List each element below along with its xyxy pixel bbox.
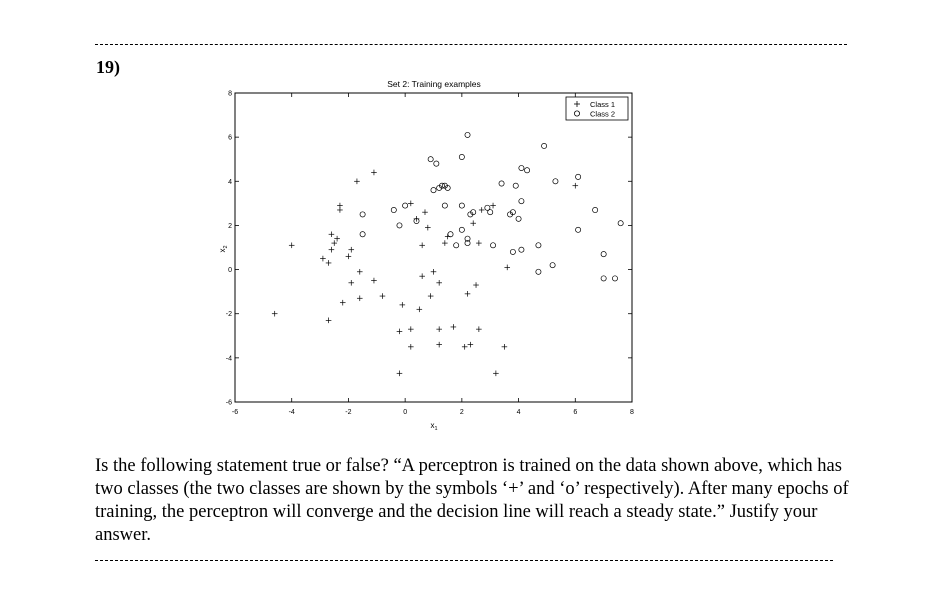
- chart-title: Set 2: Training examples: [387, 79, 481, 89]
- x-axis-label-text: $x_1$: [430, 421, 438, 432]
- circle-point: [541, 143, 546, 148]
- plus-point: [425, 225, 431, 231]
- plus-point: [346, 254, 352, 260]
- plus-point: [397, 371, 403, 377]
- circle-point: [431, 188, 436, 193]
- question-number: 19): [96, 57, 120, 77]
- circle-point: [403, 203, 408, 208]
- circle-point: [499, 181, 504, 186]
- circle-point: [513, 183, 518, 188]
- circle-point: [516, 216, 521, 221]
- circle-point: [550, 263, 555, 268]
- circle-point: [618, 221, 623, 226]
- legend-label-class1: Class 1: [590, 100, 616, 109]
- x-tick-labels: [232, 409, 634, 416]
- question-text: Is the following statement true or false? “A perceptron is trained on the data shown above, which has two classes (the two classes are shown by the symbols ‘+’ and ‘o’ respectively). After many epochs of training, the perceptron will converge and the decision line will reach a steady state.” Justify your answer.: [95, 456, 849, 545]
- plus-point: [417, 307, 423, 313]
- data-points: [272, 132, 623, 376]
- legend-label-class2: Class 2: [590, 109, 616, 119]
- circle-point: [553, 179, 558, 184]
- circle-point: [442, 203, 447, 208]
- plus-point: [572, 183, 578, 189]
- x-tick-label: 2: [459, 409, 464, 416]
- plus-point: [408, 201, 414, 207]
- plus-point: [462, 344, 468, 350]
- plus-point: [357, 269, 363, 275]
- y-tick-label: -6: [225, 399, 232, 407]
- circle-point: [360, 232, 365, 237]
- plus-point: [431, 269, 437, 275]
- plus-point: [357, 295, 363, 301]
- circle-point: [510, 249, 515, 254]
- plus-point: [329, 231, 335, 237]
- y-tick-label: 8: [228, 90, 232, 98]
- circle-point: [519, 247, 524, 252]
- plot-frame: [235, 93, 632, 402]
- plus-point: [354, 178, 360, 184]
- plus-point: [470, 220, 476, 226]
- circle-point: [601, 252, 606, 257]
- plus-point: [371, 278, 377, 284]
- plus-point: [419, 273, 425, 279]
- circle-point: [454, 243, 459, 248]
- y-axis-label-text: $x_2$: [218, 245, 229, 253]
- plus-point: [348, 280, 354, 286]
- plus-point: [400, 302, 406, 308]
- plus-point: [419, 242, 425, 248]
- x-tick-label: 6: [573, 409, 578, 416]
- plus-point: [436, 326, 442, 332]
- circle-point: [536, 269, 541, 274]
- plus-point: [272, 311, 278, 317]
- circle-point: [488, 210, 493, 215]
- plus-point: [334, 236, 340, 242]
- plus-point: [408, 344, 414, 350]
- axis-ticks: [235, 93, 632, 402]
- y-tick-label: 0: [228, 267, 232, 275]
- plus-point: [476, 240, 482, 246]
- plus-point: [289, 242, 295, 248]
- circle-point: [465, 132, 470, 137]
- y-tick-label: -2: [225, 311, 232, 319]
- circle-point: [524, 168, 529, 173]
- plus-point: [442, 240, 448, 246]
- plus-point: [490, 203, 496, 209]
- circle-point: [593, 207, 598, 212]
- plus-point: [476, 326, 482, 332]
- bottom-dashed-rule: [95, 560, 833, 561]
- circle-point: [397, 223, 402, 228]
- plus-point: [465, 291, 471, 297]
- plus-point: [348, 247, 354, 253]
- plus-point: [436, 280, 442, 286]
- series-1: [272, 170, 578, 376]
- plus-point: [422, 209, 428, 215]
- circle-point: [459, 203, 464, 208]
- circle-point: [576, 174, 581, 179]
- x-tick-label: 8: [630, 409, 634, 416]
- plus-point: [436, 342, 442, 348]
- plus-point: [329, 247, 335, 253]
- plus-point: [479, 207, 485, 213]
- plus-point: [451, 324, 457, 330]
- circle-point: [434, 161, 439, 166]
- plus-point: [326, 260, 332, 266]
- plus-point: [340, 300, 346, 306]
- circle-point: [428, 157, 433, 162]
- plus-point: [473, 282, 479, 288]
- circle-point: [536, 243, 541, 248]
- legend: [566, 97, 628, 120]
- circle-point: [360, 212, 365, 217]
- circle-point: [576, 227, 581, 232]
- x-tick-label: -6: [231, 409, 239, 416]
- x-tick-label: -4: [288, 409, 295, 416]
- circle-point: [519, 199, 524, 204]
- circle-point: [612, 276, 617, 281]
- y-axis-label: [218, 245, 229, 252]
- circle-point: [601, 276, 606, 281]
- y-tick-label: 6: [228, 134, 232, 142]
- y-tick-label: 4: [228, 178, 232, 186]
- circle-point: [459, 227, 464, 232]
- x-axis-label: [430, 421, 437, 432]
- plus-point: [408, 326, 414, 332]
- plus-point: [326, 318, 332, 324]
- y-tick-label: -4: [225, 355, 232, 363]
- plus-point: [320, 256, 326, 262]
- plus-point: [397, 329, 403, 335]
- plus-point: [504, 265, 510, 271]
- plus-point: [414, 216, 420, 222]
- circle-point: [490, 243, 495, 248]
- x-tick-label: -2: [345, 409, 352, 416]
- x-tick-label: 0: [403, 409, 408, 416]
- plus-point: [331, 240, 337, 246]
- plus-point: [468, 342, 474, 348]
- plus-point: [428, 293, 434, 299]
- x-tick-label: 4: [516, 409, 521, 416]
- circle-point: [459, 154, 464, 159]
- circle-point: [391, 207, 396, 212]
- circle-point: [448, 232, 453, 237]
- plus-point: [502, 344, 508, 350]
- plus-point: [493, 371, 499, 377]
- plus-point: [371, 170, 377, 176]
- series-2: [360, 132, 623, 281]
- y-tick-label: 2: [228, 222, 232, 230]
- circle-point: [519, 165, 524, 170]
- plus-point: [380, 293, 386, 299]
- plus-point: [337, 203, 343, 209]
